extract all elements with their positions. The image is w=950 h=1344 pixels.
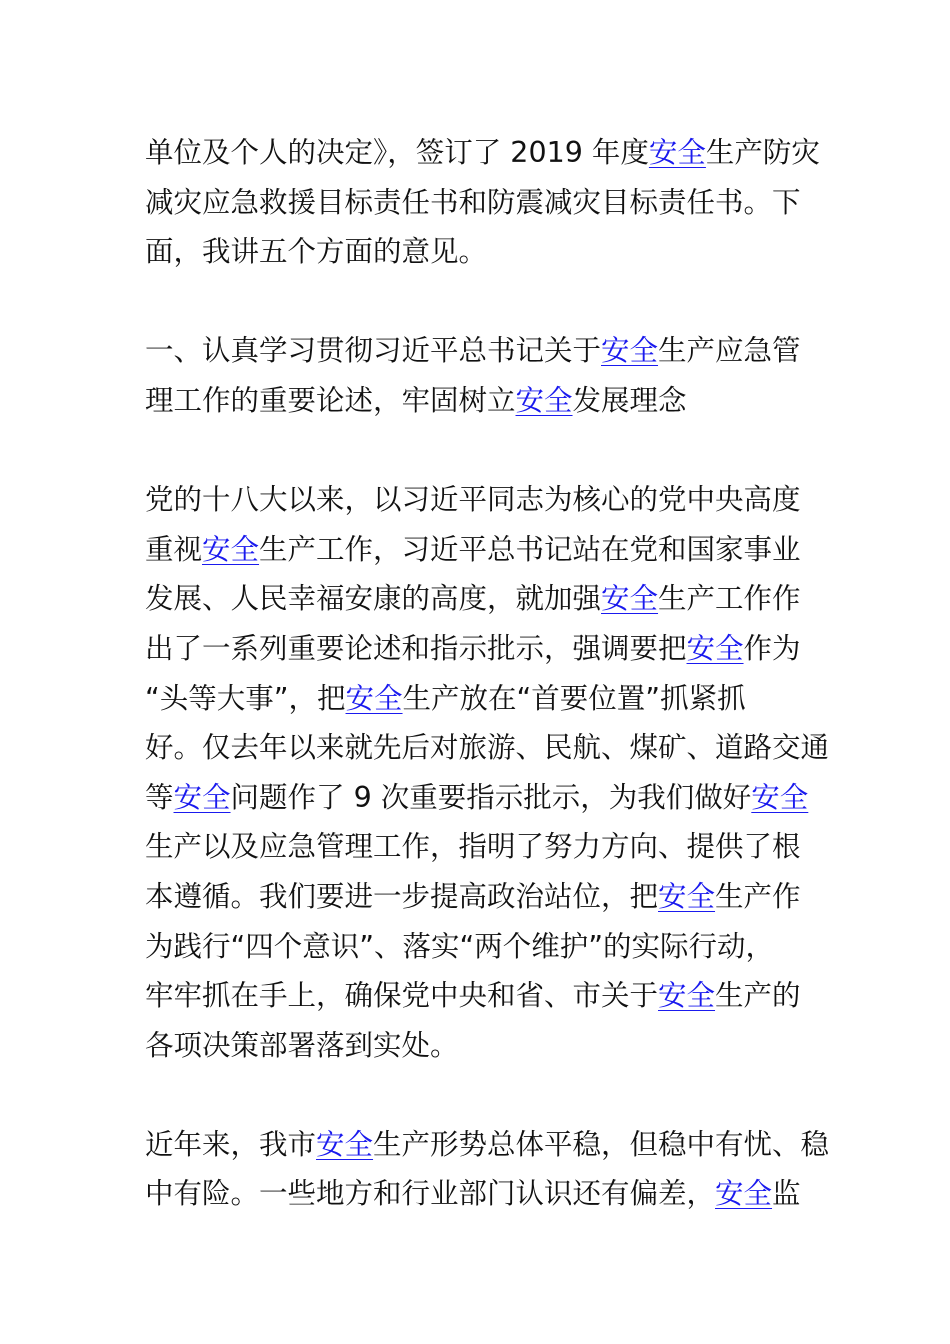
keyword-link[interactable]: 安全 <box>316 1127 374 1161</box>
keyword-link[interactable]: 安全 <box>601 334 659 368</box>
text-segment: 近年来，我市 <box>145 1127 317 1161</box>
text-segment: 问题作了 9 次重要指示批示，为我们做好 <box>230 780 752 814</box>
text-segment: 等 <box>145 780 174 814</box>
text-segment: 单位及个人的决定》，签订了 2019 年度 <box>145 136 649 169</box>
text-segment: 发展理念 <box>572 383 687 417</box>
paragraph-section-1-heading <box>145 326 825 425</box>
text-segment: 各项决策部署落到实处。 <box>145 1028 459 1062</box>
text-segment: 生产工作，习近平总书记站在党和国家事业 <box>259 532 801 566</box>
text-segment: 出了一系列重要论述和指示批示，强调要把 <box>145 631 687 665</box>
text-segment: 好。仅去年以来就先后对旅游、民航、煤矿、道路交通 <box>145 731 830 765</box>
text-segment: 生产应急管 <box>658 334 801 368</box>
text-segment: 牢牢抓在手上，确保党中央和省、市关于 <box>145 979 659 1013</box>
keyword-link[interactable]: 安全 <box>686 631 744 665</box>
text-segment: 生产作 <box>715 879 801 913</box>
text-segment: 减灾应急救援目标责任书和防震减灾目标责任书。下 <box>145 185 801 219</box>
text-segment: 生产的 <box>715 979 801 1013</box>
keyword-link[interactable]: 安全 <box>515 383 573 417</box>
text-segment: 党的十八大以来，以习近平同志为核心的党中央高度 <box>145 483 801 517</box>
text-segment: 为践行“四个意识”、落实“两个维护”的实际行动， <box>145 929 775 963</box>
text-line <box>145 674 825 724</box>
text-line <box>145 723 830 773</box>
text-segment: “头等大事”，把 <box>145 681 346 715</box>
text-line <box>145 326 825 376</box>
keyword-link[interactable]: 安全 <box>658 879 716 913</box>
paragraph-section-1-body-2 <box>145 1120 830 1219</box>
text-line <box>145 525 825 575</box>
text-line <box>145 128 825 178</box>
text-segment: 生产形势总体平稳，但稳中有忧、稳 <box>373 1127 830 1161</box>
text-line <box>145 922 825 972</box>
text-line <box>145 1169 825 1219</box>
text-segment: 理工作的重要论述，牢固树立 <box>145 383 516 417</box>
keyword-link[interactable]: 安全 <box>648 136 706 169</box>
text-segment: 中有险。一些地方和行业部门认识还有偏差， <box>145 1177 716 1211</box>
text-line <box>145 574 825 624</box>
keyword-link[interactable]: 安全 <box>202 532 260 566</box>
text-line <box>145 624 825 674</box>
document-body <box>145 128 830 1269</box>
text-line <box>145 872 825 922</box>
text-line <box>145 1021 825 1071</box>
paragraph-intro-tail <box>145 128 825 277</box>
text-segment: 面，我讲五个方面的意见。 <box>145 235 488 269</box>
text-segment: 生产放在“首要位置”抓紧抓 <box>402 681 746 715</box>
text-segment: 生产防灾 <box>705 136 820 169</box>
text-line <box>145 376 825 426</box>
text-segment: 作为 <box>743 631 801 665</box>
text-line <box>145 822 825 872</box>
keyword-link[interactable]: 安全 <box>751 780 809 814</box>
text-segment: 发展、人民幸福安康的高度，就加强 <box>145 582 602 616</box>
text-line <box>145 475 825 525</box>
text-segment: 重视 <box>145 532 203 566</box>
text-segment: 本遵循。我们要进一步提高政治站位，把 <box>145 879 659 913</box>
text-segment: 生产以及应急管理工作，指明了努力方向、提供了根 <box>145 830 801 864</box>
paragraph-section-1-body <box>145 475 830 1070</box>
keyword-link[interactable]: 安全 <box>715 1177 773 1211</box>
keyword-link[interactable]: 安全 <box>658 979 716 1013</box>
text-line <box>145 971 825 1021</box>
keyword-link[interactable]: 安全 <box>345 681 403 715</box>
text-line <box>145 178 825 228</box>
text-segment: 生产工作作 <box>658 582 801 616</box>
text-line <box>145 227 825 277</box>
text-segment: 监 <box>772 1177 801 1211</box>
text-line <box>145 1120 830 1170</box>
text-segment: 一、认真学习贯彻习近平总书记关于 <box>145 334 602 368</box>
keyword-link[interactable]: 安全 <box>173 780 231 814</box>
keyword-link[interactable]: 安全 <box>601 582 659 616</box>
text-line <box>145 773 825 823</box>
